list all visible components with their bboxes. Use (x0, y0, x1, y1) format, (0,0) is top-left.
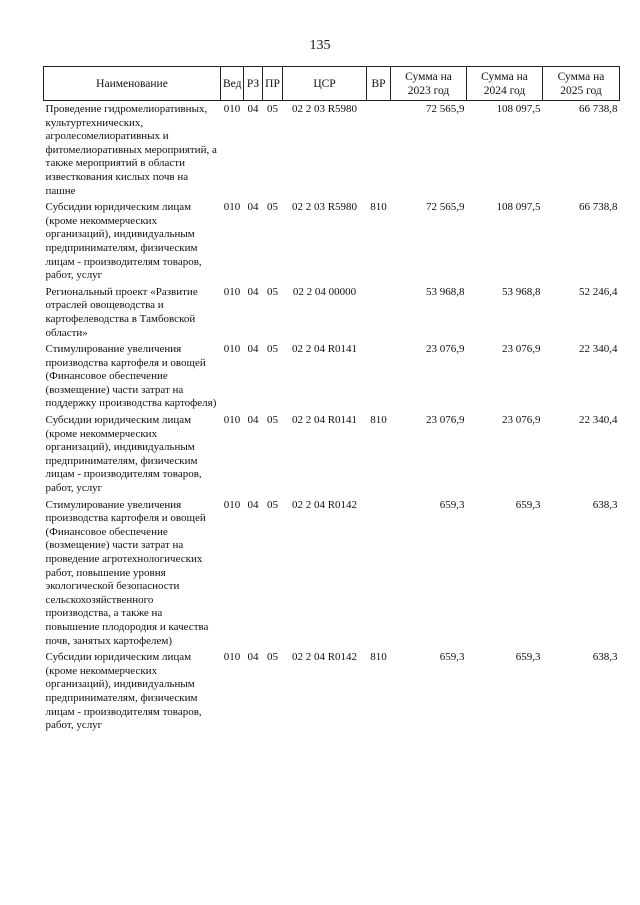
cell-vr (367, 499, 391, 652)
cell-csr: 02 2 03 R5980 (291, 201, 358, 214)
header-sum-2023: Сумма на 2023 год (391, 67, 467, 101)
cell-sum-2024: 108 097,5 (496, 201, 541, 214)
cell-sum-2023: 72 565,9 (426, 201, 465, 214)
cell-csr: 02 2 04 R0141 (291, 343, 358, 356)
cell-vr: 810 (370, 651, 387, 664)
cell-pr: 05 (267, 201, 278, 214)
cell-name: Субсидии юридическим лицам (кроме некоммерческих организаций), индивидуальным предпринимателям, физическим лицам - производителям товаров, работ, услуг (45, 651, 202, 732)
table-row (44, 201, 620, 286)
cell-sum-2025: 22 340,4 (579, 414, 618, 427)
cell-vr (367, 286, 391, 343)
table-row (44, 414, 620, 499)
cell-sum-2024: 659,3 (515, 651, 541, 664)
cell-pr: 05 (267, 651, 278, 664)
header-rz: РЗ (244, 67, 263, 101)
cell-name: Стимулирование увеличения производства картофеля и овощей (Финансовое обеспечение (возмещение) части затрат на поддержку производства картофеля) (45, 343, 217, 410)
cell-vr (367, 101, 391, 202)
header-csr: ЦСР (283, 67, 367, 101)
cell-csr: 02 2 04 R0141 (291, 414, 358, 427)
cell-name: Региональный проект «Развитие отраслей овощеводства и картофелеводства в Тамбовской области» (45, 285, 198, 339)
cell-sum-2023: 23 076,9 (426, 343, 465, 356)
cell-sum-2025: 638,3 (592, 651, 618, 664)
table-row (44, 101, 620, 202)
cell-rz: 04 (247, 651, 259, 664)
cell-rz: 04 (247, 103, 259, 115)
cell-name: Проведение гидромелиоративных, культуртехнических, агролесомелиоративных и фитомелиоративных мероприятий, а также мероприятий в области известкования кислых почв на пашне (45, 103, 217, 197)
cell-vr: 810 (370, 414, 387, 427)
cell-ved: 010 (223, 201, 241, 214)
cell-sum-2025: 52 246,4 (579, 285, 618, 298)
table-row (44, 651, 620, 736)
header-pr: ПР (263, 67, 283, 101)
table-header-row (44, 67, 620, 101)
cell-ved: 010 (223, 651, 241, 664)
header-ved: Вед (221, 67, 244, 101)
cell-rz: 04 (247, 201, 259, 214)
header-sum-2024: Сумма на 2024 год (467, 67, 543, 101)
cell-sum-2023: 659,3 (439, 651, 465, 664)
cell-pr: 05 (267, 285, 278, 298)
cell-ved: 010 (223, 343, 241, 356)
cell-pr: 05 (267, 343, 278, 356)
header-sum-2025: Сумма на 2025 год (543, 67, 620, 101)
cell-sum-2025: 22 340,4 (579, 343, 618, 356)
cell-sum-2023: 72 565,9 (426, 103, 465, 115)
budget-table (43, 66, 620, 736)
cell-vr: 810 (370, 201, 387, 214)
table-row (44, 286, 620, 343)
table-row (44, 343, 620, 414)
cell-ved: 010 (223, 285, 241, 298)
cell-sum-2025: 66 738,8 (579, 201, 618, 214)
page-number: 135 (309, 38, 331, 53)
cell-csr: 02 2 03 R5980 (291, 103, 358, 115)
cell-sum-2023: 53 968,8 (426, 285, 465, 298)
cell-ved: 010 (223, 414, 241, 427)
cell-rz: 04 (247, 285, 259, 298)
cell-csr: 02 2 04 00000 (292, 285, 357, 298)
cell-vr (367, 343, 391, 414)
cell-rz: 04 (247, 343, 259, 356)
cell-sum-2024: 53 968,8 (502, 285, 541, 298)
table-body (44, 101, 620, 736)
cell-sum-2024: 108 097,5 (496, 103, 541, 115)
cell-pr: 05 (267, 498, 278, 511)
cell-sum-2024: 23 076,9 (502, 343, 541, 356)
cell-pr: 05 (267, 414, 278, 427)
cell-csr: 02 2 04 R0142 (291, 498, 358, 511)
table-row (44, 499, 620, 652)
cell-csr: 02 2 04 R0142 (291, 651, 358, 664)
cell-sum-2023: 23 076,9 (426, 414, 465, 427)
cell-ved: 010 (223, 103, 241, 115)
header-name: Наименование (44, 67, 221, 101)
cell-sum-2025: 638,3 (592, 498, 618, 511)
cell-pr: 05 (267, 103, 278, 115)
cell-rz: 04 (247, 498, 259, 511)
cell-rz: 04 (247, 414, 259, 427)
cell-name: Субсидии юридическим лицам (кроме некоммерческих организаций), индивидуальным предпринимателям, физическим лицам - производителям товаров, работ, услуг (45, 201, 202, 282)
cell-sum-2024: 659,3 (515, 498, 541, 511)
cell-sum-2023: 659,3 (439, 498, 465, 511)
cell-ved: 010 (223, 498, 241, 511)
cell-name: Субсидии юридическим лицам (кроме некоммерческих организаций), индивидуальным предпринимателям, физическим лицам - производителям товаров, работ, услуг (45, 414, 202, 495)
cell-sum-2024: 23 076,9 (502, 414, 541, 427)
cell-sum-2025: 66 738,8 (579, 103, 618, 115)
header-vr: ВР (367, 67, 391, 101)
cell-name: Стимулирование увеличения производства картофеля и овощей (Финансовое обеспечение (возмещение) части затрат на проведение агротехнологических работ, повышение уровня экологической безопасности сельскохозяйственного производства, а также на повышение плодородия и качества почв, занятых картофелем) (45, 498, 209, 647)
